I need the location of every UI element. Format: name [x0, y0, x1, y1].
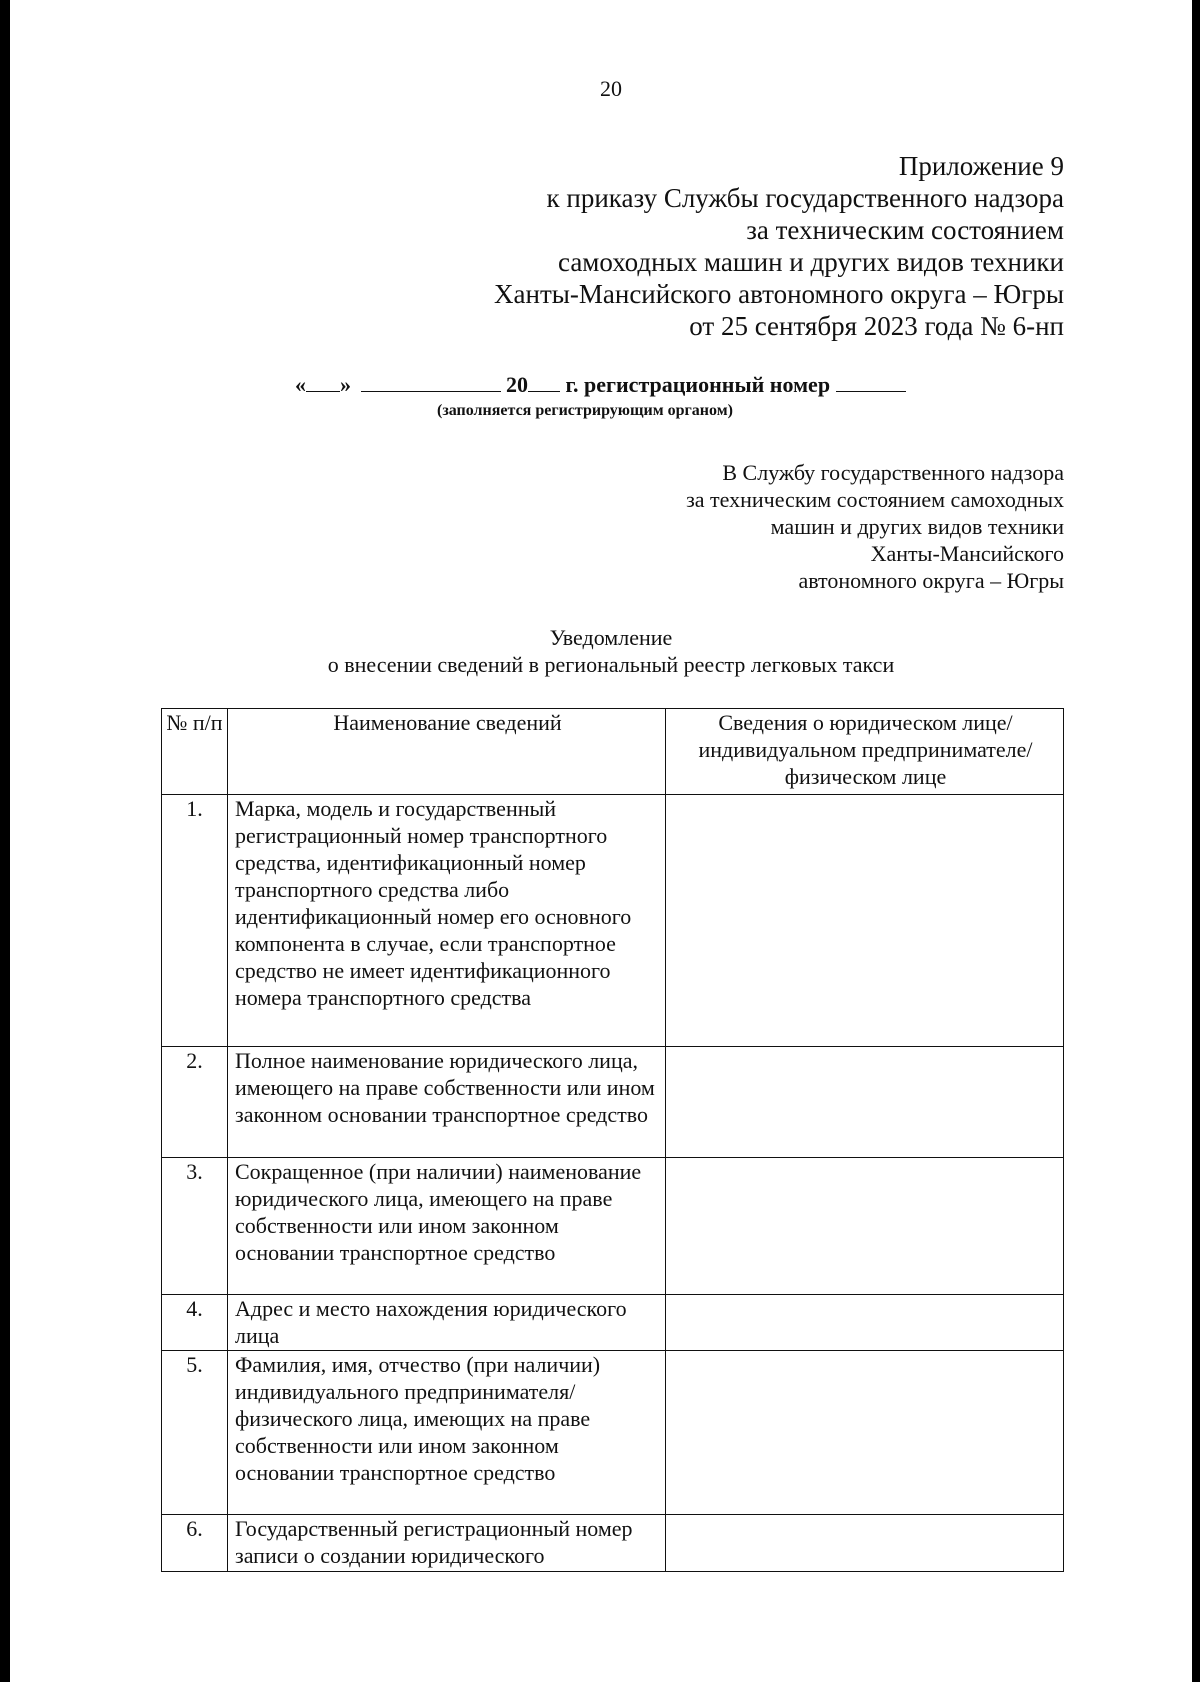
row-number: 2. — [162, 1047, 228, 1157]
document-title — [0, 624, 1200, 678]
scan-edge-right — [1192, 0, 1200, 1682]
appendix-line: Приложение 9 — [898, 151, 1064, 181]
registration-line — [295, 372, 906, 398]
row-value-field[interactable] — [666, 1047, 1064, 1157]
quote-close: » — [340, 372, 351, 397]
table-header-row — [162, 709, 1064, 795]
table-row — [162, 1514, 1064, 1571]
table-row — [162, 1157, 1064, 1294]
row-value-field[interactable] — [666, 795, 1064, 1047]
row-value-field[interactable] — [666, 1514, 1064, 1571]
notification-table — [161, 708, 1064, 1572]
row-number: 3. — [162, 1157, 228, 1294]
table-row — [162, 1047, 1064, 1157]
quote-open: « — [295, 372, 306, 397]
header-num: № п/п — [162, 709, 228, 795]
appendix-line: к приказу Службы государственного надзора — [546, 183, 1064, 213]
table-row — [162, 1294, 1064, 1350]
page-number: 20 — [600, 76, 622, 101]
addressee-line: автономного округа – Югры — [798, 568, 1064, 593]
addressee-line: Ханты-Мансийского — [870, 541, 1064, 566]
addressee-line: за техническим состоянием самоходных — [686, 487, 1064, 512]
row-value-field[interactable] — [666, 1350, 1064, 1514]
row-name: Государственный регистрационный номер записи о создании юридического — [228, 1514, 666, 1571]
appendix-line: самоходных машин и других видов техники — [558, 247, 1064, 277]
addressee-line: В Службу государственного надзора — [722, 460, 1064, 485]
row-number: 5. — [162, 1350, 228, 1514]
addressee-line: машин и других видов техники — [770, 514, 1064, 539]
appendix-header — [494, 150, 1064, 342]
row-name: Фамилия, имя, отчество (при наличии) индивидуального предпринимателя/физического лица, имеющих на праве собственности или ином законном основании транспортное средство — [228, 1350, 666, 1514]
year-prefix: 20 — [506, 372, 528, 397]
title-line-2: о внесении сведений в региональный реестр легковых такси — [327, 652, 895, 677]
row-value-field[interactable] — [666, 1157, 1064, 1294]
appendix-line: от 25 сентября 2023 года № 6-нп — [689, 311, 1064, 341]
scan-edge-left — [0, 0, 10, 1682]
row-number: 4. — [162, 1294, 228, 1350]
row-number: 1. — [162, 795, 228, 1047]
row-name: Сокращенное (при наличии) наименование юридического лица, имеющего на праве собственности или ином законном основании транспортное средство — [228, 1157, 666, 1294]
title-line-1: Уведомление — [549, 625, 673, 650]
row-number: 6. — [162, 1514, 228, 1571]
year-field[interactable] — [528, 373, 560, 392]
table-row — [162, 1350, 1064, 1514]
header-name: Наименование сведений — [228, 709, 666, 795]
row-name: Марка, модель и государственный регистрационный номер транспортного средства, идентификационный номер транспортного средства либо идентификационный номер его основного компонента в случае, если транспортное средство не имеет идентификационного номера транспортного средства — [228, 795, 666, 1047]
day-field[interactable] — [306, 373, 340, 392]
appendix-line: Ханты-Мансийского автономного округа – Югры — [494, 279, 1064, 309]
registration-number-field[interactable] — [836, 373, 906, 392]
row-name: Полное наименование юридического лица, имеющего на праве собственности или ином законном основании транспортное средство — [228, 1047, 666, 1157]
row-value-field[interactable] — [666, 1294, 1064, 1350]
registration-text: г. регистрационный номер — [565, 372, 831, 397]
row-name: Адрес и место нахождения юридического лица — [228, 1294, 666, 1350]
table-row — [162, 795, 1064, 1047]
header-value: Сведения о юридическом лице/ индивидуальном предпринимателе/ физическом лице — [666, 709, 1064, 795]
registration-hint: (заполняется регистрирующим органом) — [437, 402, 733, 419]
appendix-line: за техническим состоянием — [746, 215, 1064, 245]
addressee-block — [686, 459, 1064, 594]
month-field[interactable] — [361, 373, 501, 392]
